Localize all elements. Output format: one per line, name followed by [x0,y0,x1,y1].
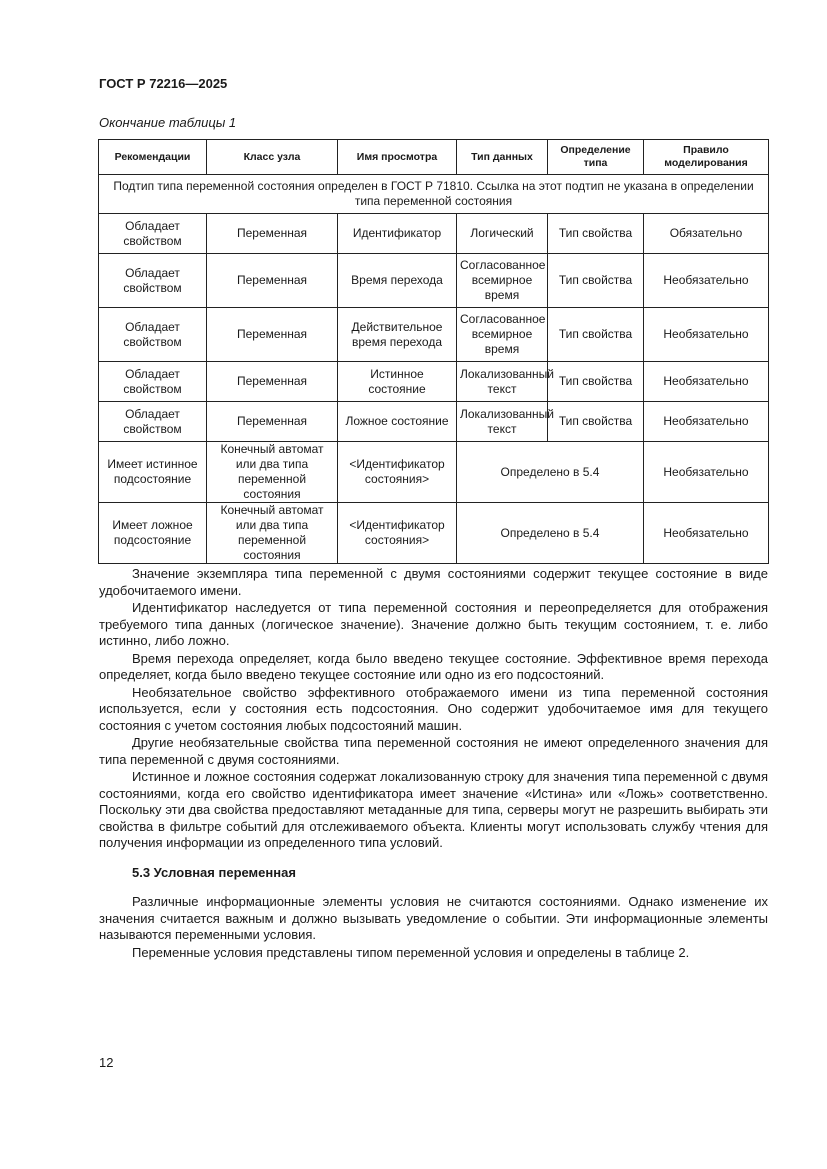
table-cell: Время перехода [338,254,457,308]
table-cell: <Идентификатор состояния> [338,442,457,503]
table-cell: Локализованный текст [457,402,548,442]
table-cell: Необязательно [644,402,769,442]
table-row [99,402,769,442]
table-cell: Тип свойства [548,362,644,402]
table-cell: Конечный автомат или два типа переменной состояния [207,442,338,503]
table-cell: Обладает свойством [99,362,207,402]
table-cell: Идентификатор [338,214,457,254]
table-cell: Тип свойства [548,402,644,442]
table-cell: Тип свойства [548,214,644,254]
table-cell: Необязательно [644,503,769,564]
table-cell: Ложное состояние [338,402,457,442]
table-cell: Переменная [207,402,338,442]
document-header: ГОСТ Р 72216—2025 [99,76,228,91]
table-cell: Определено в 5.4 [457,503,644,564]
paragraph: Необязательное свойство эффективного отображаемого имени из типа переменной состояния используется, если у состояния есть подсостояния. Оно содержит удобочитаемое имя для текущего состояния с учетом состояния любых подсостояний машин. [99,684,768,733]
table-cell: Переменная [207,214,338,254]
table-cell: Обладает свойством [99,308,207,362]
subtype-note-cell: Подтип типа переменной состояния определен в ГОСТ Р 71810. Ссылка на этот подтип не указана в определении типа переменной состояния [99,175,769,214]
col-header-recommendations: Рекомендации [99,140,207,175]
table-row [99,308,769,362]
table-row [99,442,769,503]
table-cell: Согласованное всемирное время [457,254,548,308]
table-cell: Переменная [207,308,338,362]
table-cell: Переменная [207,362,338,402]
table-cell: Тип свойства [548,254,644,308]
node-properties-table [98,139,769,564]
table-cell: Конечный автомат или два типа переменной состояния [207,503,338,564]
col-header-modelling-rule: Правило моделирования [644,140,769,175]
section-heading: 5.3 Условная переменная [132,864,296,880]
table-cell: Согласованное всемирное время [457,308,548,362]
paragraph: Идентификатор наследуется от типа переменной состояния и переопределяется для отображения требуемого типа данных (логическое значение). Значение должно быть текущим состоянием, т. е. либо истинно, либо ложно. [99,600,768,648]
table-row [99,362,769,402]
table-cell: Имеет истинное подсостояние [99,442,207,503]
paragraph: Переменные условия представлены типом переменной условия и определены в таблице 2. [132,944,690,960]
table-cell: Логический [457,214,548,254]
table-cell: Имеет ложное подсостояние [99,503,207,564]
table-caption: Окончание таблицы 1 [99,115,237,130]
table-row [99,214,769,254]
paragraph: Истинное и ложное состояния содержат локализованную строку для значения типа переменной с двумя состояниями, когда его свойство идентификатора имеет значение «Истина» или «Ложь» соответственно. Поскольку эти два свойства предоставляют метаданные для типа, серверы могут не разрешить выбирать эти свойства в фильтре событий для отслеживаемого объекта. Клиенты могут использовать службу чтения для получения информации из определенного типа условий. [99,769,768,850]
table-cell: Обладает свойством [99,214,207,254]
table-cell: Действительное время перехода [338,308,457,362]
table-cell: Тип свойства [548,308,644,362]
table-row [99,254,769,308]
table-cell: Локализованный текст [457,362,548,402]
table-header-row [99,140,769,175]
page-number: 12 [99,1055,114,1070]
table-row [99,503,769,564]
body-text [99,566,768,962]
table-cell: Необязательно [644,442,769,503]
table-cell: Необязательно [644,362,769,402]
table-cell: Определено в 5.4 [457,442,644,503]
table-cell: Истинное состояние [338,362,457,402]
paragraph: Другие необязательные свойства типа переменной состояния не имеют определенного значения для типа переменной с двумя состояниями. [99,735,768,767]
table-cell: Переменная [207,254,338,308]
paragraph: Различные информационные элементы условия не считаются состояниями. Однако изменение их значения считается важным и должно вызывать уведомление о событии. Эти информационные элементы называются переменными условия. [99,894,768,942]
table-cell: Обладает свойством [99,254,207,308]
table-row [99,175,769,214]
paragraph: Значение экземпляра типа переменной с двумя состояниями содержит текущее состояние в виде удобочитаемого имени. [99,566,768,598]
col-header-type-definition: Определение типа [548,140,644,175]
table-cell: <Идентификатор состояния> [338,503,457,564]
col-header-data-type: Тип данных [457,140,548,175]
table-cell: Обладает свойством [99,402,207,442]
table-cell: Необязательно [644,254,769,308]
table-cell: Обязательно [644,214,769,254]
paragraph: Время перехода определяет, когда было введено текущее состояние. Эффективное время перехода определяет, когда было введено текущее состояние или одно из его подсостояний. [99,650,768,682]
col-header-node-class: Класс узла [207,140,338,175]
table-cell: Необязательно [644,308,769,362]
col-header-browse-name: Имя просмотра [338,140,457,175]
